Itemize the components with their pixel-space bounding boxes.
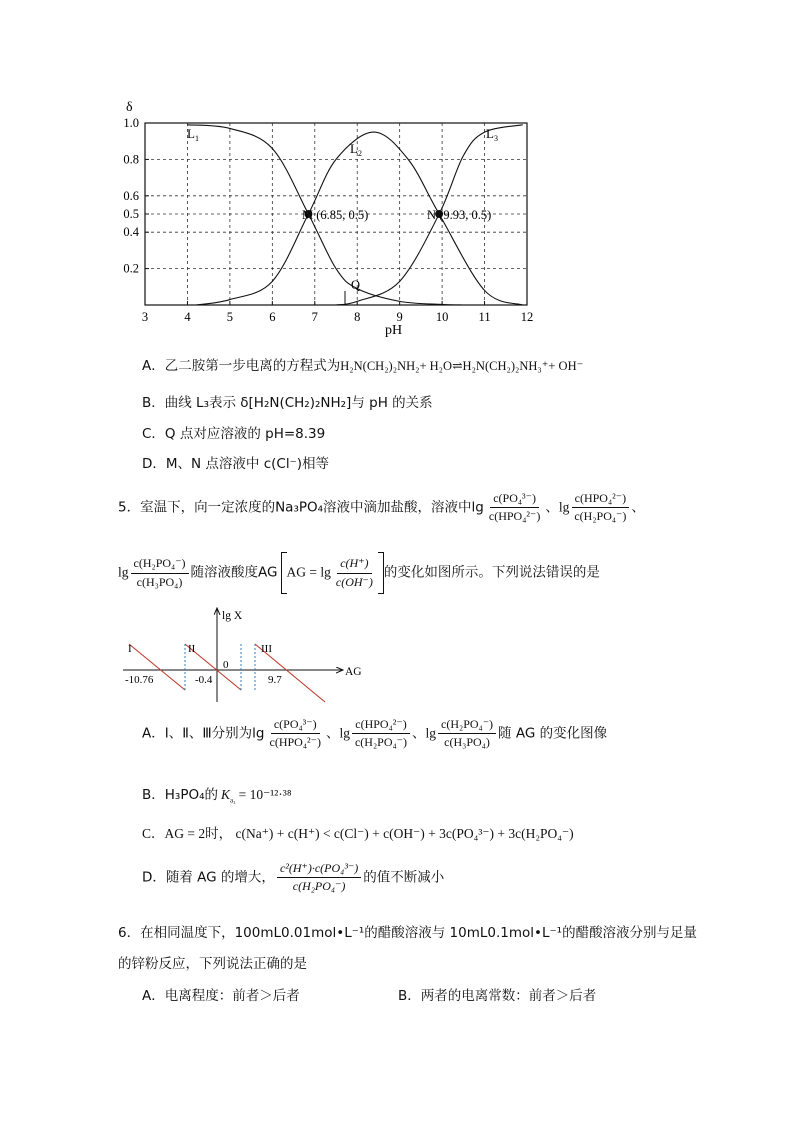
q6-stem-line-2: 的锌粉反应，下列说法正确的是	[118, 956, 307, 972]
x-axis-label: pH	[385, 323, 403, 338]
q6-stem-line-1: 6．在相同温度下，100mL0.01mol•L⁻¹的醋酸溶液与 10mL0.1mol•L⁻¹的醋酸溶液分别与足量	[118, 925, 698, 941]
label-III: III	[261, 643, 272, 655]
q5-option-d-prefix: D．随着 AG 的增大，	[142, 869, 275, 886]
y-tick-label: 0.5	[123, 207, 139, 221]
q5-stem-line-2	[118, 552, 600, 594]
x-tick-label: 8	[354, 310, 361, 324]
tick-neg-0-4: -0.4	[195, 674, 213, 686]
q5-fraction-1: $\frac{\text{c(PO₄³⁻)}}{\text{c(HPO₄²⁻)}}$	[488, 491, 541, 524]
y-tick-label: 0.8	[123, 152, 139, 167]
lgx-ag-chart	[115, 602, 375, 707]
q4-option-a-prefix: A．乙二胺第一步电离的方程式为	[142, 358, 341, 374]
delta-ph-chart	[110, 95, 550, 340]
point-m-label: M (6.85, 0.5)	[302, 208, 369, 222]
q5-option-a-sep-1: 、lg	[325, 725, 350, 741]
q5-ag-definition: AG = lg	[286, 564, 331, 580]
point-n-label: N (9.93, 0.5)	[427, 208, 492, 222]
q5-option-a-end: 随 AG 的变化图像	[498, 725, 608, 742]
q5-option-a-frac-3: $\frac{\text{c(H₂PO₄⁻)}}{\text{c(H₃PO₄)}}$	[438, 718, 496, 749]
x-tick-label: 3	[141, 310, 149, 324]
q4-option-a	[142, 360, 583, 374]
q6-option-b: B．两者的电离常数：前者＞后者	[398, 988, 597, 1004]
x-tick-label: 6	[269, 310, 276, 324]
y-tick-label: 0.6	[123, 188, 139, 203]
origin-label: 0	[223, 659, 229, 671]
y-tick-label: 0.2	[123, 261, 139, 276]
q4-option-b: B．曲线 L₃表示 δ[H₂N(CH₂)₂NH₂]与 pH 的关系	[142, 395, 433, 411]
q5-option-a-prefix: A．Ⅰ、Ⅱ、Ⅲ分别为lg	[142, 725, 265, 742]
curve-label-l3: $L_3$	[486, 126, 498, 143]
q5-stem-end: 的变化如图所示。下列说法错误的是	[383, 564, 600, 581]
q5-option-b-prefix: B．H₃PO₄的	[142, 787, 219, 803]
q5-option-b-k: K	[221, 787, 231, 802]
label-I: I	[128, 643, 132, 655]
y-axis-label: δ	[126, 100, 133, 115]
q5-option-c: C．AG = 2时， c(Na⁺) + c(H⁺) < c(Cl⁻) + c(OH⁻) + 3c(PO₄³⁻) + 3c(H₂PO₄⁻)	[142, 826, 574, 841]
label-II: II	[188, 643, 196, 655]
q5-option-a-frac-2: $\frac{\text{c(HPO₄²⁻)}}{\text{c(H₂PO₄⁻)}}$	[352, 718, 410, 749]
q5-option-d-frac: $\frac{\text{c²(H⁺)·c(PO₄³⁻)}}{\text{c(H₂PO₄⁻)}}$	[277, 862, 361, 893]
x-tick-label: 9	[396, 310, 403, 324]
x-tick-label: 11	[478, 310, 491, 324]
q4-option-c: C．Q 点对应溶液的 pH=8.39	[142, 426, 326, 442]
q5-stem-line-1	[118, 492, 645, 523]
q4-option-d: D．M、N 点溶液中 c(Cl⁻)相等	[142, 456, 329, 472]
q5-option-d-end: 的值不断减小	[363, 869, 445, 886]
q6-option-a: A．电离程度：前者＞后者	[142, 988, 300, 1004]
curve-label-l2: $L_2$	[350, 141, 362, 158]
tick-neg-10-76: -10.76	[125, 674, 154, 686]
q5-lg-label: lg	[118, 564, 129, 580]
q5-sep-1: 、lg	[545, 499, 570, 515]
q4-option-a-equation: H₂N(CH₂)₂NH₂+ H₂O⇌H₂N(CH₂)₂NH₃⁺+ OH⁻	[340, 359, 584, 373]
q5-option-b: B．H₃PO₄的 $K_{a_3} = 10^{-12}\cdot^{38}$	[142, 787, 292, 805]
x-tick-label: 5	[226, 310, 234, 324]
q5-sep-2: 、	[631, 499, 645, 516]
q5-stem-text: 5．室温下，向一定浓度的Na₃PO₄溶液中滴加盐酸，溶液中lg	[118, 499, 484, 516]
lgx-label: lg X	[222, 610, 243, 622]
point-q-label: Q	[351, 278, 361, 292]
q5-option-a	[142, 718, 607, 749]
y-tick-label: 1.0	[123, 116, 139, 130]
curve-label-l1: $L_1$	[187, 126, 199, 143]
q5-fraction-4: $\frac{c(H^+)}{c(OH^-)}$	[335, 556, 373, 589]
q5-option-a-sep-2: 、lg	[412, 725, 437, 741]
tick-9-7: 9.7	[268, 674, 282, 686]
q5-fraction-2: $\frac{\text{c(HPO₄²⁻)}}{\text{c(H₂PO₄⁻)}}$	[571, 492, 629, 523]
q5-stem-mid: 随溶液酸度AG	[190, 564, 278, 581]
y-tick-label: 0.4	[123, 225, 139, 240]
q5-fraction-3: $\frac{\text{c(H₂PO₄⁻)}}{\text{c(H₃PO₄)}}$	[131, 557, 189, 588]
x-tick-label: 7	[311, 310, 318, 324]
ag-label: AG	[345, 666, 362, 678]
q5-option-b-value: = 10⁻¹²·³⁸	[238, 787, 292, 802]
q5-option-d	[142, 862, 444, 893]
q5-option-a-frac-1: $\frac{\text{c(PO₄³⁻)}}{\text{c(HPO₄²⁻)}}$	[269, 717, 321, 750]
x-tick-label: 4	[184, 310, 191, 324]
x-tick-label: 12	[520, 310, 534, 324]
x-tick-label: 10	[435, 310, 449, 324]
